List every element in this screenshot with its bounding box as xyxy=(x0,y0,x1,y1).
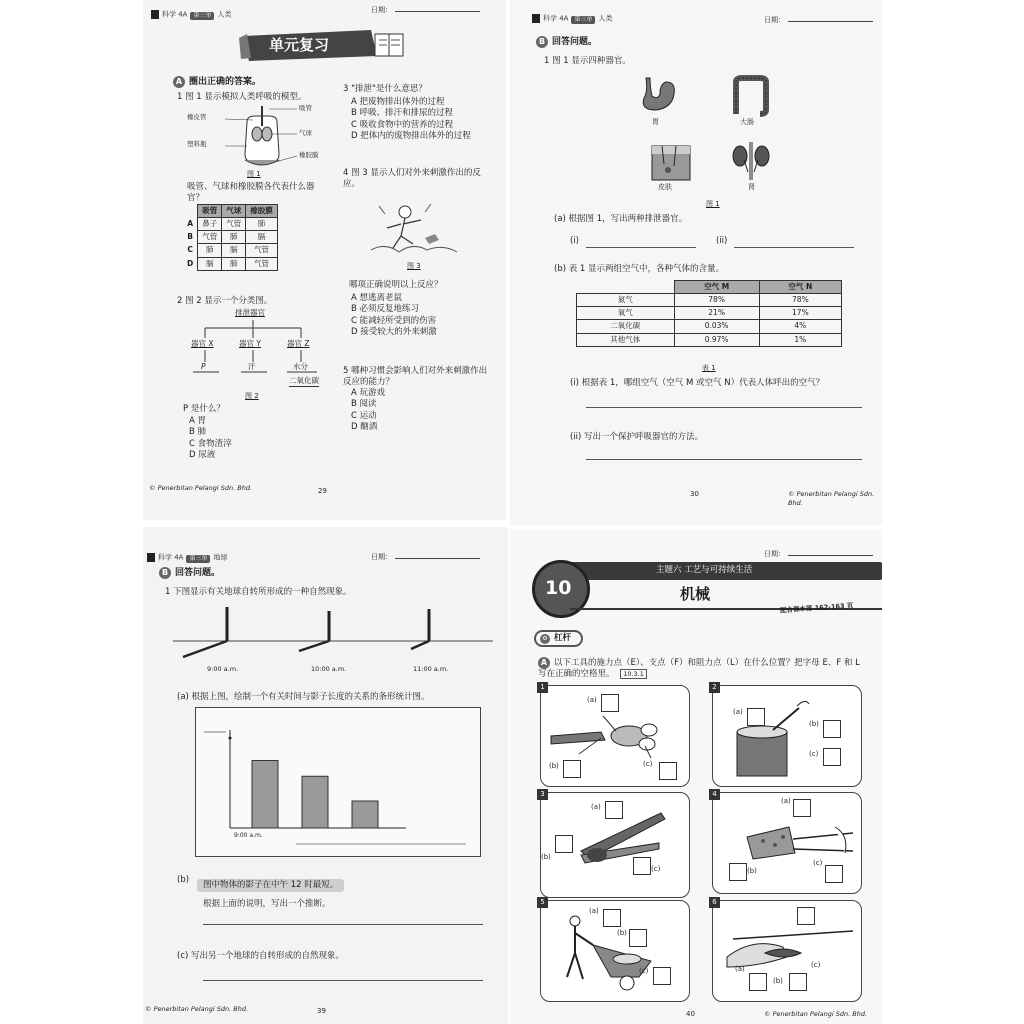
question-b-ii: (ii) 写出一个保护呼吸器官的方法。 xyxy=(570,432,704,442)
answer-line[interactable] xyxy=(203,923,483,925)
answer-box[interactable] xyxy=(825,865,843,883)
question-1: 1 下图显示有关地球自转所形成的一种自然现象。 xyxy=(165,587,352,597)
table-row: D 膈 肺 气管 xyxy=(183,257,277,270)
theme-title: 主题六 工艺与可持续生活 xyxy=(656,565,753,575)
question-a: (a) 根据上图，绘制一个有关时间与影子长度的关系的条形统计图。 xyxy=(177,692,430,702)
answer-box[interactable] xyxy=(749,973,767,991)
section-a-heading: A 圈出正确的答案。 xyxy=(173,76,261,88)
page-machines xyxy=(510,530,882,1024)
question-4-ask: 哪项正确说明以上反应？ xyxy=(349,280,443,290)
page-unit-review xyxy=(143,0,506,520)
page-number: 30 xyxy=(690,490,699,498)
col-header: 气球 xyxy=(222,205,246,218)
answer-line[interactable] xyxy=(586,246,696,248)
subsection-heading: ⚙ 杠杆 xyxy=(534,630,583,647)
question-4: 4 图 3 显示人们对外来刺激作出的反应。 xyxy=(343,168,481,190)
question-4-options xyxy=(345,293,437,339)
figure-1-caption: 图 1 xyxy=(247,170,261,178)
chart-bar-2 xyxy=(302,776,328,828)
x-tick-label: 9:00 a.m. xyxy=(234,832,263,839)
copyright-footer: © Penerbitan Pelangi Sdn. Bhd. xyxy=(145,1005,249,1013)
tool-panel-wheelbarrow: 5 (a) (b) (c) xyxy=(540,900,690,1002)
answer-box[interactable] xyxy=(563,760,581,778)
col-header: 橡胶膜 xyxy=(246,205,278,218)
classification-diagram: 排泄器官 器官 X 器官 Y 器官 Z P 汗 水分 二氧化碳 xyxy=(183,308,333,392)
question-2-options xyxy=(183,416,232,462)
answer-box[interactable] xyxy=(793,799,811,817)
answer-line[interactable] xyxy=(586,406,862,408)
answer-box[interactable] xyxy=(823,720,841,738)
table-1-caption: 表 1 xyxy=(702,364,716,372)
publisher-logo-icon xyxy=(532,14,540,23)
statement-box: 图中物体的影子在中午 12 时最短。 xyxy=(197,879,344,892)
shadow-diagram xyxy=(173,601,493,681)
tool-panel-fishing-rod: 6 (a) (b) (c) xyxy=(712,900,862,1002)
chart-bar-3 xyxy=(352,801,378,828)
date-field[interactable]: 日期： xyxy=(371,553,480,562)
date-field[interactable]: 日期： xyxy=(764,550,873,559)
answer-box[interactable] xyxy=(629,929,647,947)
answer-line[interactable] xyxy=(734,246,854,248)
unit-title: 机械 xyxy=(680,585,711,603)
time-label: 9:00 a.m. xyxy=(207,665,239,673)
bar-chart-frame xyxy=(195,707,481,857)
answer-box[interactable] xyxy=(633,857,651,875)
organ-label-large-intestine: 大肠 xyxy=(740,118,754,126)
question-a: (a) 根据图 1，写出两种排泄器官。 xyxy=(554,214,688,224)
chart-bar-1 xyxy=(252,761,278,829)
skin-icon xyxy=(650,144,692,182)
question-2: 2 图 2 显示一个分类图。 xyxy=(177,296,273,306)
option[interactable]: C 吸收食物中的营养的过程 xyxy=(351,119,454,130)
page-header: 科学 4A 第三单 人类 xyxy=(532,14,612,24)
question-5: 5 哪种习惯会影响人们对外来刺激作出反应的能力？ xyxy=(343,366,488,388)
col-header xyxy=(183,205,198,218)
option[interactable]: A 玩游戏 xyxy=(351,388,386,398)
table-row: 氮气 78% 78% xyxy=(577,294,842,307)
question-b-ask: 根据上面的说明，写出一个推断。 xyxy=(203,899,331,909)
tool-panel-sponge-tongs: 4 (a) (b) (c) xyxy=(712,792,862,894)
table-row: B 气管 肺 膈 xyxy=(183,231,277,244)
question-1: 1 图 1 显示模拟人类呼吸的模型。 xyxy=(177,92,307,102)
answer-box[interactable] xyxy=(823,748,841,766)
option[interactable]: C 运动 xyxy=(351,410,377,421)
option[interactable]: B 必须反复地练习 xyxy=(351,304,420,315)
section-b-heading: B 回答问题。 xyxy=(159,567,220,579)
label-balloon: 气球 xyxy=(299,129,312,137)
question-b-i: (i) 根据表 1，哪组空气（空气 M 或空气 N）代表人体呼出的空气？ xyxy=(570,378,825,388)
page-answer-questions xyxy=(510,0,882,525)
answer-box[interactable] xyxy=(659,762,677,780)
date-field[interactable]: 日期： xyxy=(371,6,480,15)
question-1: 1 图 1 显示四种器官。 xyxy=(544,56,631,66)
gear-icon: ⚙ xyxy=(540,634,550,644)
organ-label-skin: 皮肤 xyxy=(658,183,672,191)
answer-box[interactable] xyxy=(789,973,807,991)
gas-content-table: 空气 M 空气 N 氮气 78% 78% 氧气 21% 17% 二氧化碳 0.03% 4% 其他气体 0.97% 1% xyxy=(576,280,842,347)
page-header: 科学 4A 第三单 人类 xyxy=(151,10,231,20)
answer-i-label: (i) xyxy=(570,236,579,246)
table-row: 氧气 21% 17% xyxy=(577,307,842,320)
theme-ribbon xyxy=(552,562,882,580)
publisher-logo-icon xyxy=(151,10,159,19)
tool-panel-nutcracker: 3 (a) (b) (c) xyxy=(540,792,690,898)
answer-box[interactable] xyxy=(603,909,621,927)
page-header: 科学 4A 第三单 地球 xyxy=(147,553,227,563)
section-a-instruction: A 以下工具的施力点（E）、支点（F）和阻力点（L）在什么位置？把字母 E、F 和 L 写在正确的空格里。 10.3.1 xyxy=(538,658,860,680)
option[interactable]: D 酗酒 xyxy=(351,422,378,433)
organ-label-kidney: 肾 xyxy=(748,183,755,191)
copyright-footer: © Penerbitan Pelangi Sdn. Bhd. xyxy=(764,1010,868,1018)
unit-review-banner xyxy=(239,28,407,62)
banner-title: 单元复习 xyxy=(269,36,330,54)
answer-ii-label: (ii) xyxy=(716,236,728,246)
question-1-ask: 吸管、气球和橡胶膜各代表什么器官？ xyxy=(187,182,315,204)
breathing-model-figure xyxy=(187,104,327,170)
answer-table xyxy=(183,204,278,271)
time-label: 11:00 a.m. xyxy=(413,665,449,673)
textbook-reference: 配合课本第 162-163 页 xyxy=(779,601,854,615)
label-straw: 吸管 xyxy=(299,104,312,112)
copyright-footer: © Penerbitan Pelangi Sdn. Bhd. xyxy=(149,484,253,492)
page-number: 40 xyxy=(686,1010,695,1018)
answer-box[interactable] xyxy=(605,801,623,819)
tool-panel-lid-opener: 2 (a) (b) (c) xyxy=(712,685,862,787)
reaction-illustration xyxy=(365,198,465,258)
question-5-options xyxy=(345,388,385,434)
large-intestine-icon xyxy=(730,74,772,118)
question-b-label: (b) xyxy=(177,875,190,885)
option[interactable]: A 胃 xyxy=(189,416,207,426)
answer-box[interactable] xyxy=(729,863,747,881)
table-row: 二氧化碳 0.03% 4% xyxy=(577,320,842,333)
stomach-icon xyxy=(638,74,678,118)
organ-label-stomach: 胃 xyxy=(652,118,659,126)
option[interactable]: B 呼吸、排汗和排尿的过程 xyxy=(351,108,454,119)
table-row: C 肺 膈 气管 xyxy=(183,244,277,257)
option[interactable]: D 把体内的废物排出体外的过程 xyxy=(351,131,471,142)
question-c: (c) 写出另一个地球的自转形成的自然现象。 xyxy=(177,951,345,961)
question-b: (b) 表 1 显示两组空气中，各种气体的含量。 xyxy=(554,264,725,274)
option[interactable]: A 想逃离老鼠 xyxy=(351,293,403,303)
question-2-ask: P 是什么？ xyxy=(183,404,225,414)
page-number: 39 xyxy=(317,1007,326,1015)
section-b-heading: B 回答问题。 xyxy=(536,36,597,48)
time-label: 10:00 a.m. xyxy=(311,665,347,673)
label-rubber-sheet: 橡胶膜 xyxy=(299,151,319,159)
option[interactable]: D 接受较大的外来刺激 xyxy=(351,327,437,338)
figure-3-caption: 图 3 xyxy=(407,262,421,270)
option[interactable]: C 食物渣滓 xyxy=(189,438,232,449)
answer-line[interactable] xyxy=(586,458,862,460)
answer-box[interactable] xyxy=(747,708,765,726)
answer-box[interactable] xyxy=(601,694,619,712)
question-3: 3 "排泄"是什么意思？ xyxy=(343,84,427,94)
copyright-footer: © Penerbitan Pelangi Sdn. Bhd. xyxy=(788,490,875,507)
unit-number-badge: 10 xyxy=(532,560,590,618)
page-number: 29 xyxy=(318,487,327,495)
kidney-icon xyxy=(728,142,774,182)
label-plastic-bottle: 塑料瓶 xyxy=(187,140,207,148)
option[interactable]: B 肺 xyxy=(189,427,207,438)
label-rubber-tube: 橡皮管 xyxy=(187,113,207,121)
answer-box[interactable] xyxy=(653,967,671,985)
page-earth-rotation xyxy=(143,527,508,1024)
question-3-options xyxy=(345,97,471,143)
figure-2-caption: 图 2 xyxy=(245,392,259,400)
table-row: 其他气体 0.97% 1% xyxy=(577,333,842,346)
publisher-logo-icon xyxy=(147,553,155,562)
option[interactable]: A 把废物排出体外的过程 xyxy=(351,97,445,107)
date-field[interactable]: 日期： xyxy=(764,16,873,25)
tool-panel-scissors: 1 (a) (b) (c) xyxy=(540,685,690,787)
answer-line[interactable] xyxy=(203,979,483,981)
col-header: 吸管 xyxy=(198,205,222,218)
option[interactable]: C 能减轻所受到的伤害 xyxy=(351,315,437,326)
option[interactable]: D 尿液 xyxy=(189,450,216,461)
answer-box[interactable] xyxy=(555,835,573,853)
figure-1-caption: 图 1 xyxy=(706,200,720,208)
option[interactable]: B 阅读 xyxy=(351,399,377,410)
answer-box[interactable] xyxy=(797,907,815,925)
table-row: A 鼻子 气管 肺 xyxy=(183,218,277,231)
